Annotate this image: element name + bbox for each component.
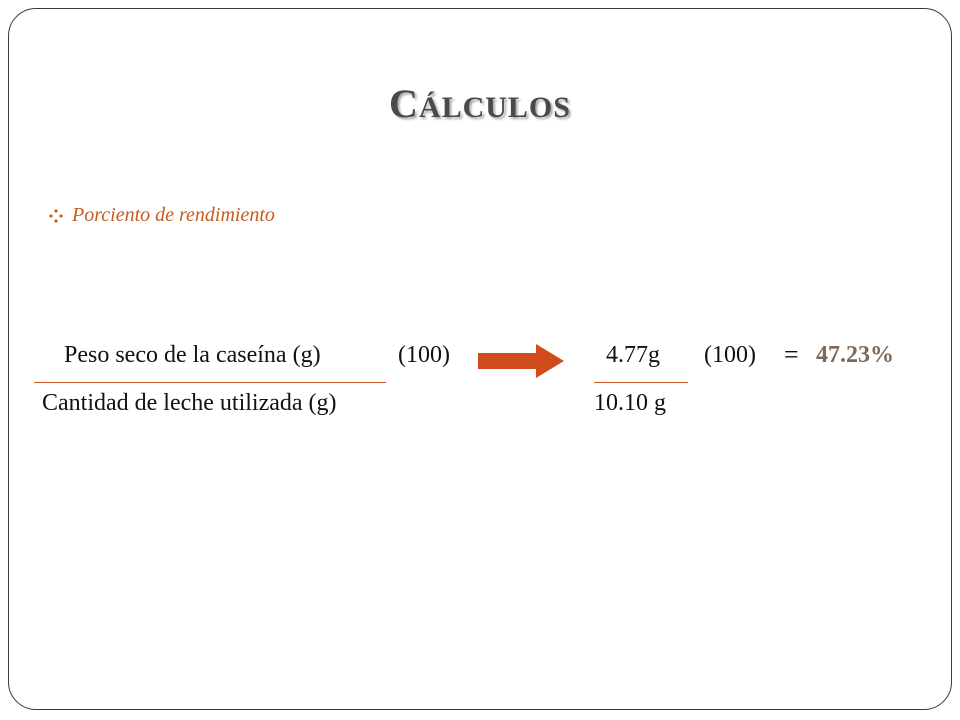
formula-numerator: Peso seco de la caseína (g)	[64, 342, 321, 368]
slide-title: CÁLCULOS	[389, 81, 571, 126]
calc-denominator: 10.10 g	[594, 390, 666, 416]
calc-numerator: 4.77g	[606, 342, 660, 368]
equals-sign: =	[784, 340, 799, 369]
formula-fraction-line	[34, 382, 386, 383]
bullet-item	[48, 204, 275, 227]
right-arrow-icon	[478, 344, 564, 378]
calc-fraction-line	[594, 382, 688, 383]
formula-multiplier: (100)	[398, 342, 450, 368]
diamond-bullet-icon	[48, 208, 64, 224]
formula-denominator: Cantidad de leche utilizada (g)	[42, 390, 337, 416]
result-value: 47.23%	[816, 342, 894, 368]
bullet-label: Porciento de rendimiento	[72, 204, 275, 226]
calc-multiplier: (100)	[704, 342, 756, 368]
